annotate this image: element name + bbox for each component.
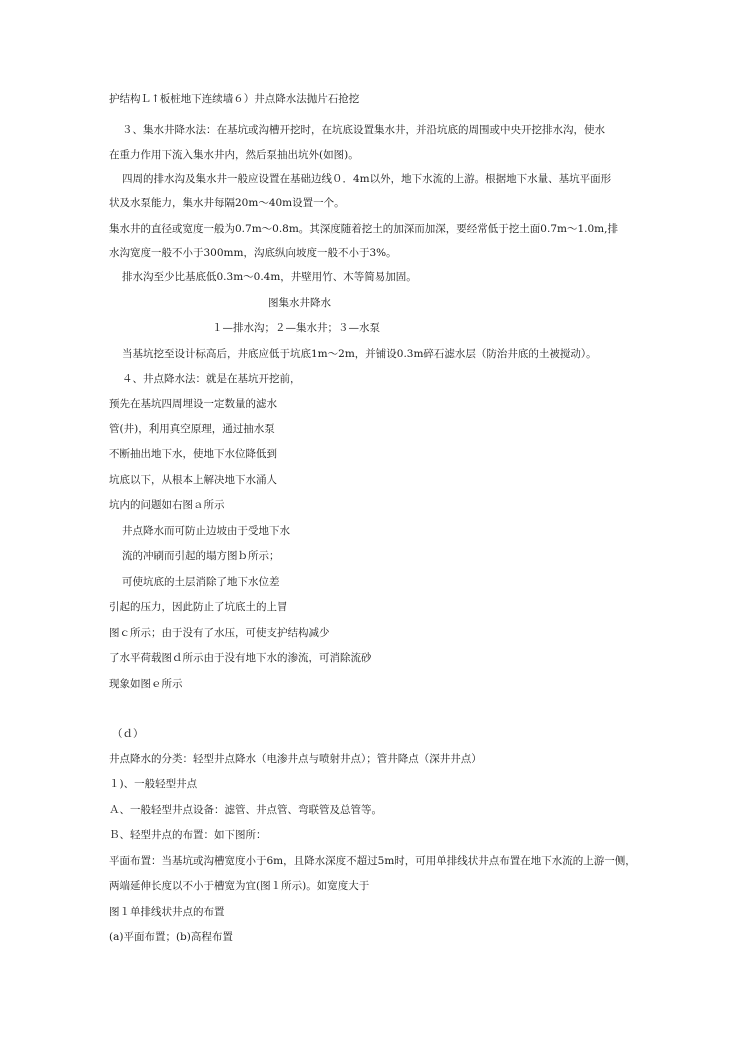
text-line-7: 水沟宽度一般不小于300mm，沟底纵向坡度一般不小于3%。 — [109, 247, 397, 259]
text-line-11: 当基坑挖至设计标高后，井底应低于坑底1m～2m，并铺设0.3m碎石滤水层（防治井底的土被搅动）。 — [122, 348, 597, 360]
text-line-26: 井点降水的分类：轻型井点降水（电渗井点与喷射井点）；管井降点（深井井点） — [109, 753, 482, 765]
text-line-18: 井点降水而可防止边坡由于受地下水 — [122, 525, 290, 537]
figure-caption-1: 图１单排线状井点的布置 — [109, 906, 225, 918]
text-line-13: 预先在基坑四周埋设一定数量的滤水 — [109, 398, 277, 410]
text-line-20: 可使坑底的土层消除了地下水位差 — [122, 576, 280, 588]
text-line-15: 不断抽出地下水，使地下水位降低到 — [109, 448, 277, 460]
text-line-3: 在重力作用下流入集水井内，然后泵抽出坑外(如图)。 — [109, 149, 359, 161]
text-line-5: 状及水泵能力，集水井每隔20m～40m设置一个。 — [109, 197, 345, 209]
text-line-28: Ａ、一般轻型井点设备：滤管、井点管、弯联管及总管等。 — [109, 804, 382, 816]
text-line-17: 坑内的问题如右图ａ所示 — [109, 499, 225, 511]
text-line-27: １)、一般轻型井点 — [109, 778, 198, 790]
text-line-19: 流的冲刷而引起的塌方图ｂ所示； — [122, 550, 280, 562]
text-line-24: 现象如图ｅ所示 — [109, 678, 183, 690]
text-line-16: 坑底以下，从根本上解决地下水涌人 — [109, 474, 277, 486]
text-line-8: 排水沟至少比基底低0.3m～0.4m，井壁用竹、木等简易加固。 — [122, 271, 417, 283]
figure-label-d: （ｄ） — [112, 728, 144, 740]
text-line-30: 平面布置：当基坑或沟槽宽度小于6m，且降水深度不超过5m时，可用单排线状井点布置在地下水流的上游一侧， — [109, 855, 636, 867]
text-line-4: 四周的排水沟及集水井一般应设置在基础边线０．4m以外，地下水流的上游。根据地下水量、基坑平面形 — [122, 173, 612, 185]
text-line-6: 集水井的直径或宽度一般为0.7m～0.8m。其深度随着挖土的加深而加深，要经常低于挖土面0.7m～1.0m,排 — [109, 223, 618, 235]
figure-caption: 图集水井降水 — [268, 297, 331, 309]
text-line-23: 了水平荷载图ｄ所示由于没有地下水的渗流，可消除流砂 — [109, 652, 372, 664]
text-line-12: ４、井点降水法：就是在基坑开挖前， — [122, 373, 301, 385]
figure-subcaption-1: (a)平面布置；(b)高程布置 — [109, 931, 233, 943]
text-line-22: 图ｃ所示；由于没有了水压，可使支护结构减少 — [109, 627, 330, 639]
text-line-1: 护结构Ｌ↑板桩地下连续墙６）井点降水法抛片石抢挖 — [109, 93, 360, 105]
text-line-2: ３、集水井降水法：在基坑或沟槽开挖时，在坑底设置集水井，并沿坑底的周围或中央开挖排水沟，使水 — [122, 124, 605, 136]
text-line-29: Ｂ、轻型井点的布置：如下图所： — [109, 829, 267, 841]
text-line-21: 引起的压力，因此防止了坑底土的上冒 — [109, 601, 288, 613]
text-line-14: 管(井)，利用真空原理，通过抽水泵 — [109, 423, 275, 435]
text-line-31: 两端延伸长度以不小于槽宽为宜(图１所示)。如宽度大于 — [109, 880, 370, 892]
figure-legend: １—排水沟；２—集水井；３—水泵 — [212, 322, 380, 334]
